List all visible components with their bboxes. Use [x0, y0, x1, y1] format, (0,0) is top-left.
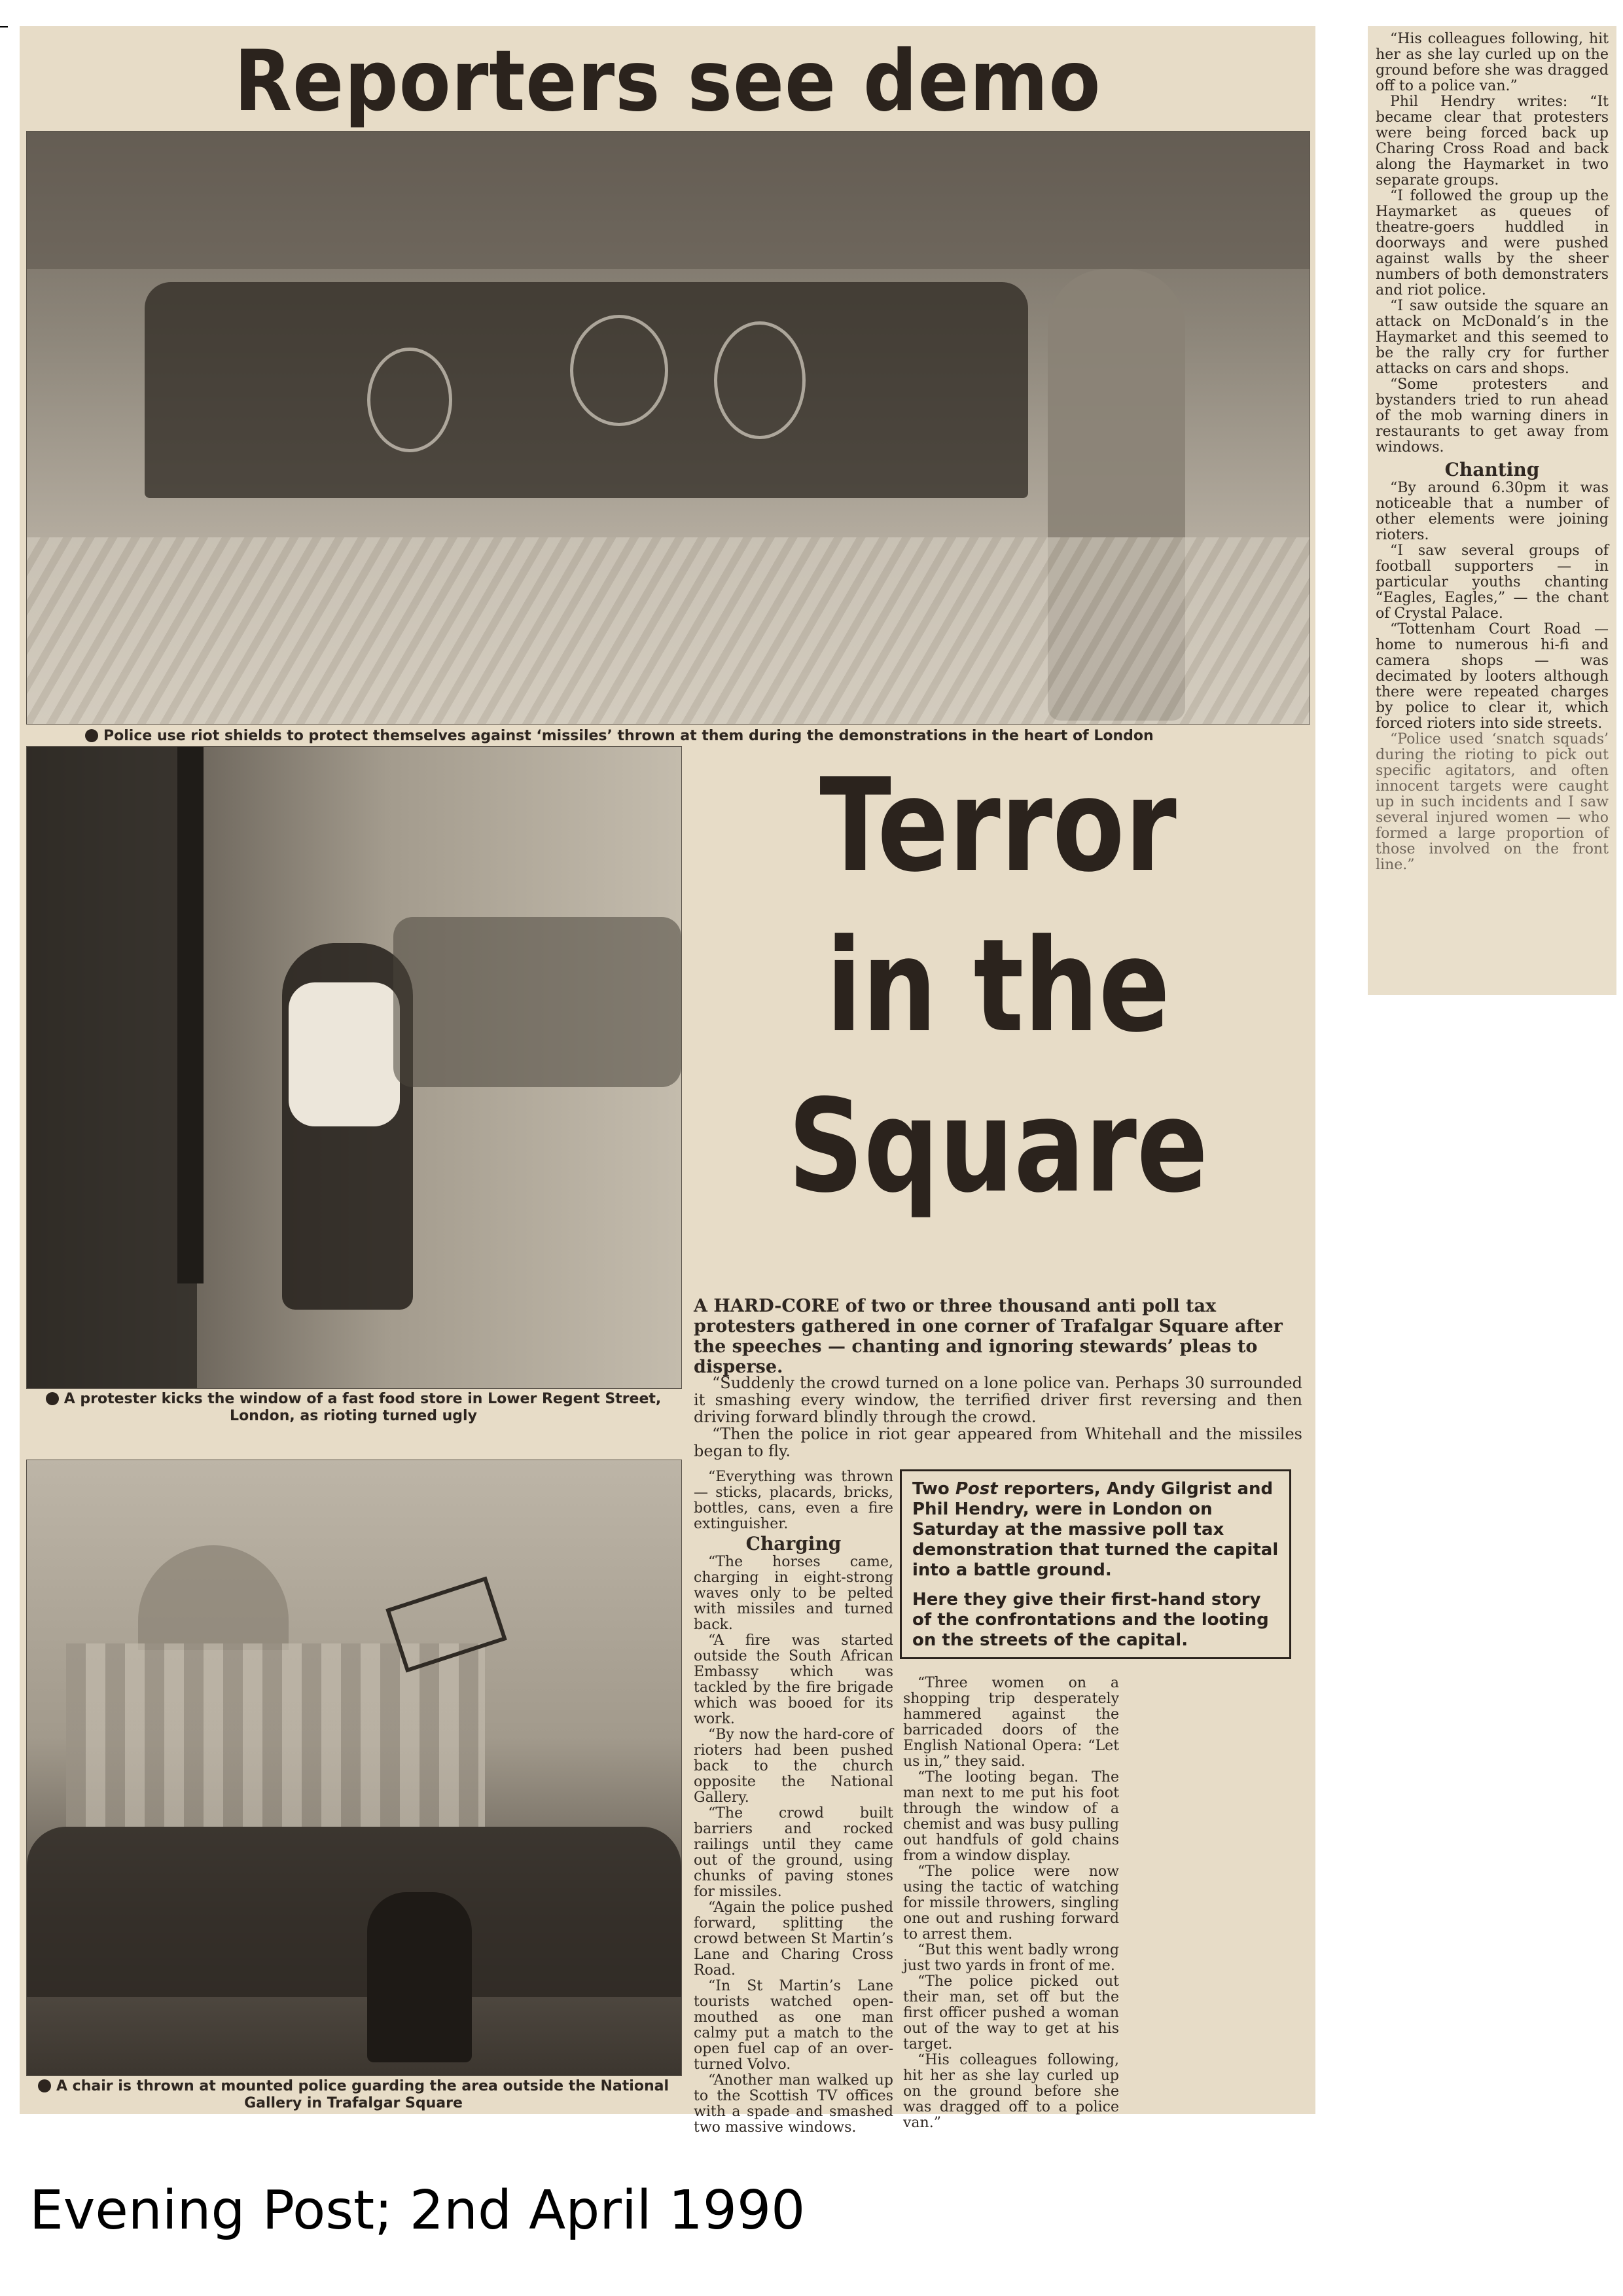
- column-paragraph: “His colleagues following, hit her as she lay curled up on the ground before she was dragged off to a police van.”: [903, 2052, 1119, 2131]
- article-intro: A HARD-CORE of two or three thousand anti poll tax protesters gathered in one corner of Trafalgar Square after the speeches — chanting and ignoring stewards’ pleas to disperse.: [694, 1296, 1283, 1377]
- subhead-charging: Charging: [745, 1533, 842, 1554]
- riot-shield: [570, 315, 668, 426]
- column-paragraph: “A fire was started outside the South African Embassy which was tackled by the fire brigade which was booed for its work.: [694, 1632, 893, 1727]
- box-text-italic: Post: [955, 1479, 998, 1499]
- caption-kick-text: A protester kicks the window of a fast food store in Lower Regent Street, London, as rioting turned ugly: [63, 1391, 662, 1424]
- building-backdrop: [27, 132, 1310, 269]
- box-text: Two: [912, 1479, 955, 1499]
- caption-kick: [26, 1391, 681, 1425]
- side-paragraph: “His colleagues following, hit her as she lay curled up on the ground before she was dragged off to a police van.”: [1376, 31, 1609, 94]
- side-paragraph: “I followed the group up the Haymarket as queues of theatre-goers huddled in doorways and were pushed against walls by the sheer numbers of both demonstraters and riot police.: [1376, 188, 1609, 298]
- side-paragraph: “By around 6.30pm it was noticeable that a number of other elements were joining rioters.: [1376, 480, 1609, 543]
- column-paragraph: “Everything was thrown — sticks, placards, bricks, bottles, cans, even a fire extinguisher.: [694, 1469, 893, 1532]
- photo-protester-kick: [26, 746, 682, 1389]
- box-text: reporters, Andy Gilgrist and Phil Hendry, were in London on Saturday at the massive poll tax demonstration that turned the capital into a battle ground.: [912, 1479, 1279, 1580]
- article-column-2: [903, 1676, 1119, 2131]
- thrown-chair: [385, 1576, 507, 1672]
- caption-riot-text: Police use riot shields to protect themselves against ‘missiles’ thrown at them during the demonstrations in the heart of London: [103, 728, 1154, 744]
- article-lead: [694, 1374, 1302, 1460]
- subhead-chanting: Chanting: [1444, 459, 1540, 480]
- side-paragraph: Phil Hendry writes: “It became clear that protesters were being forced back up Charing Cross Road and back along the Haymarket in two separate groups.: [1376, 94, 1609, 188]
- caption-chair-text: A chair is thrown at mounted police guarding the area outside the National Gallery in Trafalgar Square: [56, 2078, 669, 2111]
- photo-chair-thrown: [26, 1460, 682, 2076]
- bullet-icon: [46, 1392, 59, 1405]
- mounted-police: [27, 1827, 681, 1997]
- side-clipping: [1368, 26, 1616, 995]
- caption-chair: [26, 2078, 681, 2112]
- column-paragraph: “The police picked out their man, set off but the first officer pushed a woman out of the way to get at his target.: [903, 1973, 1119, 2053]
- column-paragraph: “The looting began. The man next to me put his foot through the window of a chemist and was busy pulling out handfuls of gold chains from a window display.: [903, 1769, 1119, 1864]
- column-paragraph: “The crowd built barriers and rocked railings until they came out of the ground, using chunks of paving stones for missiles.: [694, 1805, 893, 1900]
- street-debris: [27, 537, 1310, 724]
- main-clipping: [20, 26, 1315, 2136]
- headline-line: Square: [788, 1072, 1208, 1221]
- main-headline: Reporters see demo: [234, 33, 1101, 130]
- column-paragraph: “Again the police pushed forward, splitting the crowd between St Martin’s Lane and Charing Cross Road.: [694, 1899, 893, 1979]
- bullet-icon: [85, 729, 98, 742]
- bullet-icon: [38, 2079, 51, 2092]
- window-post: [177, 747, 204, 1283]
- corner-mark: [0, 26, 8, 27]
- riot-shield: [367, 348, 452, 452]
- running-protester: [367, 1892, 472, 2062]
- side-paragraph-faded: “Police used ‘snatch squads’ during the rioting to pick out specific agitators, and often innocent targets were caught up in such incidents and I saw several injured women — who formed a large proportion of those involved on the front line.”: [1376, 731, 1609, 873]
- gallery-facade: [66, 1643, 485, 1827]
- column-paragraph: “The horses came, charging in eight-strong waves only to be pelted with missiles and turned back.: [694, 1554, 893, 1633]
- store-window-frame: [27, 747, 197, 1388]
- reporters-box: [900, 1469, 1291, 1659]
- photo-riot-police: [26, 131, 1310, 725]
- column-paragraph: “But this went badly wrong just two yards in front of me.: [903, 1942, 1119, 1974]
- headline-line: in the: [826, 912, 1170, 1061]
- riot-shield: [714, 321, 806, 439]
- side-paragraph: “Some protesters and bystanders tried to run ahead of the mob warning diners in restaurants to get away from windows.: [1376, 376, 1609, 456]
- side-paragraph: “I saw several groups of football supporters — in particular youths chanting “Eagles, Eagles,” — the chant of Crystal Palace.: [1376, 543, 1609, 622]
- article-headline: [749, 746, 1248, 1227]
- box-paragraph: [912, 1479, 1279, 1581]
- column-paragraph: “The police were now using the tactic of watching for missile throwers, singling one out and rushing forward to arrest them.: [903, 1863, 1119, 1943]
- side-paragraph: “Tottenham Court Road — home to numerous hi-fi and camera shops — was decimated by looters although there were repeated charges by police to clear it, which forced rioters into side streets.: [1376, 621, 1609, 732]
- column-paragraph: “Three women on a shopping trip desperately hammered against the barricaded doors of the English National Opera: “Let us in,” they said.: [903, 1675, 1119, 1770]
- headline-line: Terror: [819, 751, 1177, 901]
- side-column: [1376, 31, 1609, 873]
- article-column-1: [694, 1469, 893, 2136]
- caption-riot: [85, 728, 1296, 745]
- column-paragraph: “Another man walked up to the Scottish TV offices with a spade and smashed two massive windows.: [694, 2072, 893, 2136]
- protester-shirt: [289, 982, 400, 1126]
- box-paragraph: Here they give their first-hand story of the confrontations and the looting on the streets of the capital.: [912, 1590, 1269, 1650]
- gallery-dome: [138, 1545, 289, 1650]
- column-paragraph: “By now the hard-core of rioters had been pushed back to the church opposite the National Gallery.: [694, 1727, 893, 1806]
- column-paragraph: “In St Martin’s Lane tourists watched open-mouthed as one man calmy put a match to the open fuel cap of an over-turned Volvo.: [694, 1978, 893, 2073]
- lead-paragraph: “Suddenly the crowd turned on a lone police van. Perhaps 30 surrounded it smashing every window, the terrified driver first reversing and then driving forward blindly through the crowd.: [694, 1374, 1302, 1426]
- source-line: Evening Post; 2nd April 1990: [29, 2179, 806, 2242]
- side-paragraph: “I saw outside the square an attack on McDonald’s in the Haymarket and this seemed to be the rally cry for further attacks on cars and shops.: [1376, 298, 1609, 377]
- lead-paragraph: “Then the police in riot gear appeared from Whitehall and the missiles began to fly.: [694, 1425, 1302, 1460]
- crowd-background: [393, 917, 681, 1087]
